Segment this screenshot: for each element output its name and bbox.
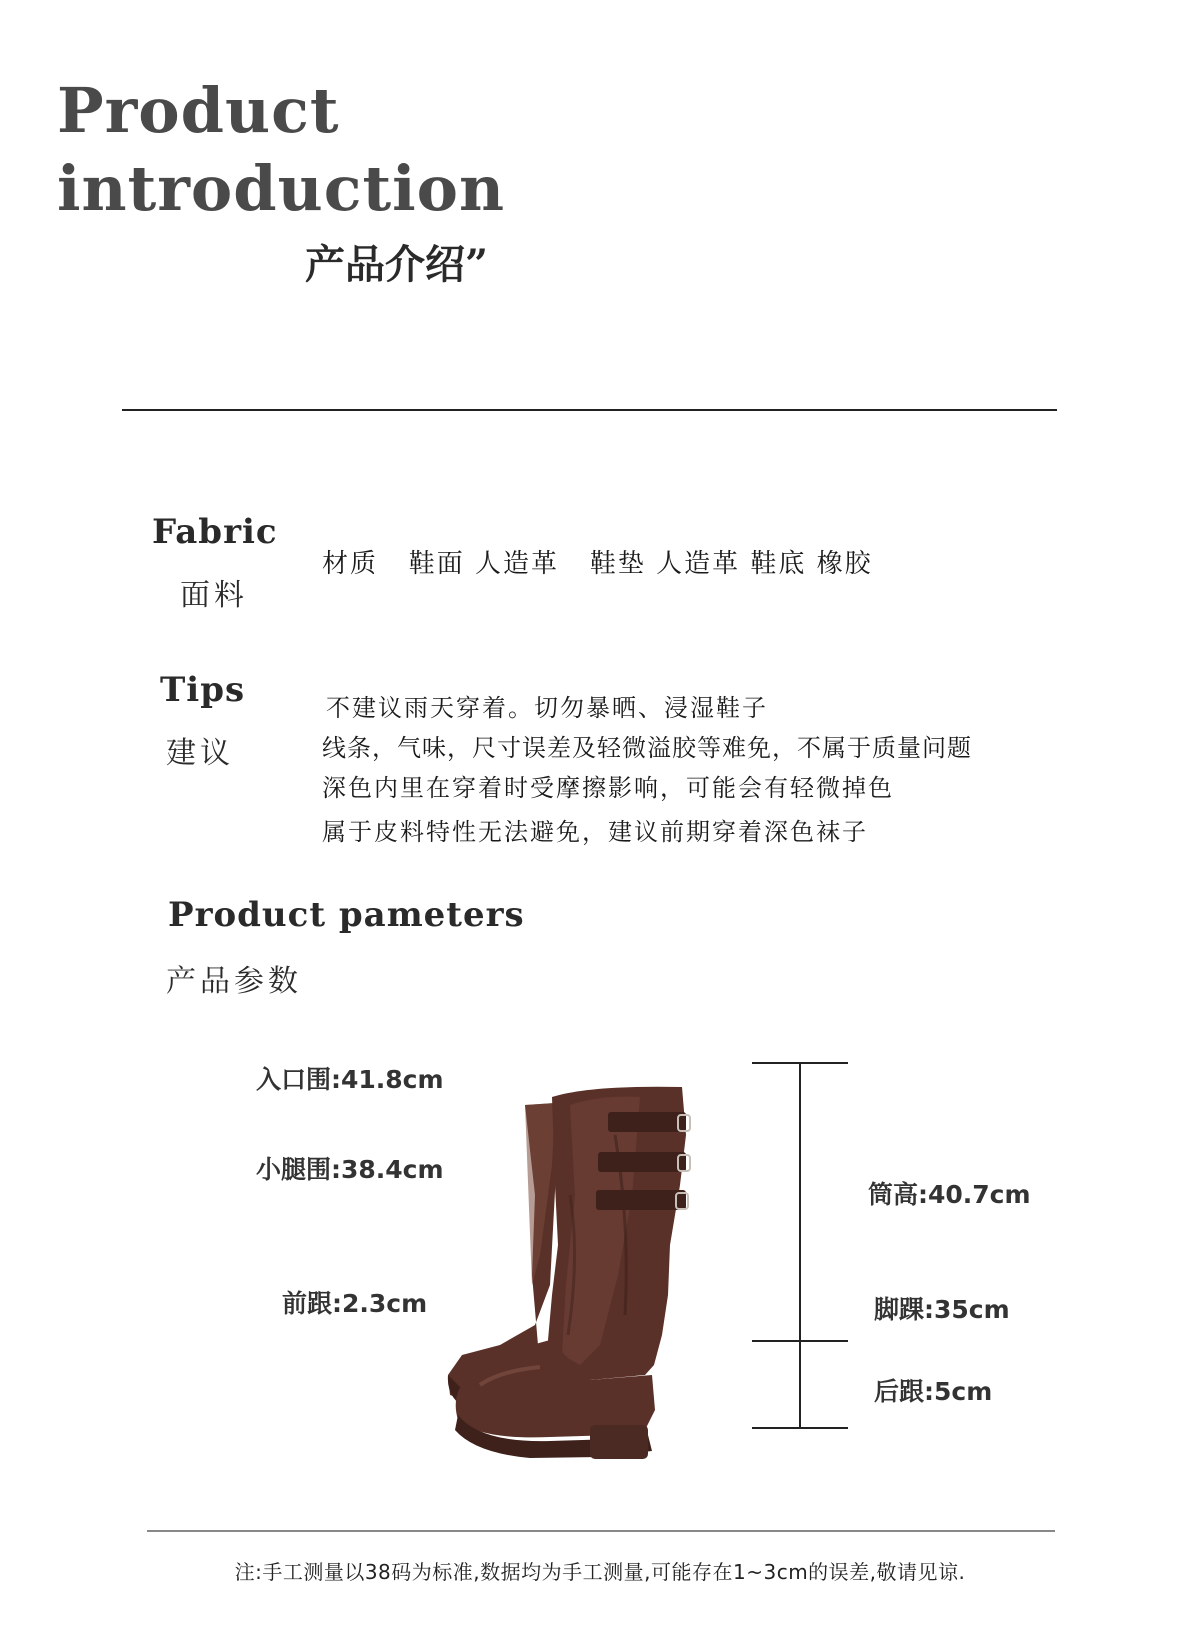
- title-line-1: Product: [57, 74, 340, 147]
- boots-image: [440, 1075, 710, 1465]
- parameters-heading: Product pameters: [168, 895, 525, 935]
- calf-measure: 小腿围:38.4cm: [256, 1155, 444, 1184]
- measurement-bracket: [740, 1050, 850, 1440]
- heel-measure: 后跟:5cm: [874, 1377, 993, 1406]
- title-chinese: 产品介绍”: [305, 241, 489, 288]
- measurement-note: 注:手工测量以38码为标准,数据均为手工测量,可能存在1~3cm的误差,敬请见谅.: [234, 1560, 966, 1584]
- title-line-2: introduction: [57, 152, 506, 225]
- fabric-heading-cn: 面料: [180, 578, 248, 613]
- parameters-heading-cn: 产品参数: [166, 964, 302, 999]
- tips-line-4: 属于皮料特性无法避免，建议前期穿着深色袜子: [322, 818, 868, 846]
- tips-line-1: 不建议雨天穿着。切勿暴晒、浸湿鞋子: [326, 694, 768, 722]
- fabric-text: 材质 鞋面 人造革 鞋垫 人造革 鞋底 橡胶: [322, 549, 873, 579]
- tips-heading: Tips: [160, 670, 246, 710]
- fabric-heading: Fabric: [152, 512, 278, 552]
- front-heel-measure: 前跟:2.3cm: [282, 1289, 428, 1318]
- tips-heading-cn: 建议: [166, 736, 234, 771]
- ankle-measure: 脚踝:35cm: [874, 1295, 1010, 1324]
- opening-measure: 入口围:41.8cm: [256, 1065, 444, 1094]
- footer-divider: [147, 1530, 1055, 1532]
- tips-line-3: 深色内里在穿着时受摩擦影响，可能会有轻微掉色: [322, 774, 894, 802]
- header-divider: [122, 409, 1057, 411]
- shaft-height-measure: 筒高:40.7cm: [868, 1180, 1031, 1209]
- tips-line-2: 线条，气味，尺寸误差及轻微溢胶等难免，不属于质量问题: [322, 734, 972, 762]
